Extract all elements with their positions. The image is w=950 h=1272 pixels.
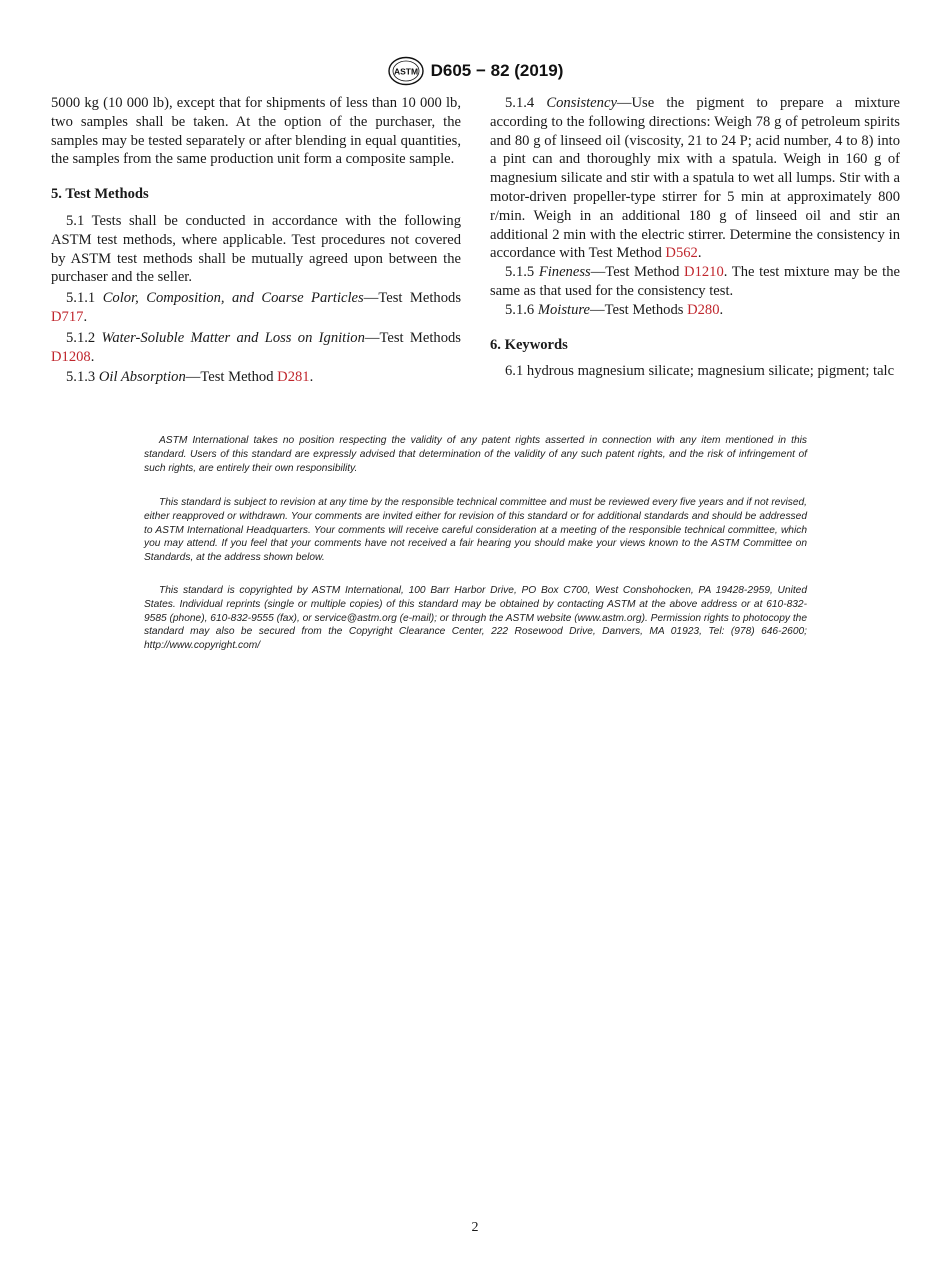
para-number: 5.1.1 bbox=[66, 290, 96, 307]
para-text: —Use the pigment to prepare a mixture according to the following directions: Weigh 78 g of petroleum spirits and 80 g of linseed oil (viscosity, 21 to 24 P; acid number, 4 to 8) into a pint can and thoroughly mix with a spatula. Weigh in 160 g of magnesium silicate and stir with a spatula to wet all lumps. Stir with a motor-driven propeller-type stirrer for 5 min at approximately 800 r/min. Weigh in an additional 180 g of linseed oil and stir an additional 2 min with the electric stirrer. Determine the consistency in accordance with Test Method bbox=[490, 95, 900, 262]
section-6-heading: 6. Keywords bbox=[490, 336, 568, 353]
para-number: 5.1.4 bbox=[505, 95, 535, 111]
paragraph-5-1-1: 5.1.1 Color, Composition, and Coarse Particles—Test Methods D717. bbox=[51, 290, 461, 325]
page-number: 2 bbox=[471, 1220, 479, 1235]
link-d562[interactable]: D562 bbox=[665, 245, 698, 262]
para-number: 5.1.6 bbox=[505, 301, 535, 318]
para-number: 5.1.5 bbox=[505, 264, 535, 281]
paragraph-6-1: 6.1 hydrous magnesium silicate; magnesium silicate; pigment; talc bbox=[505, 363, 895, 380]
para-title: Color, Composition, and Coarse Particles bbox=[102, 290, 364, 307]
para-title: Moisture bbox=[537, 301, 590, 318]
paragraph-5-1-3: 5.1.3 Oil Absorption—Test Method D281. bbox=[66, 369, 314, 386]
para-number: 5.1.2 bbox=[66, 329, 96, 346]
para-title: Water-Soluble Matter and Loss on Ignition bbox=[101, 329, 365, 346]
left-column bbox=[51, 94, 461, 387]
astm-logo-text: ASTM bbox=[393, 66, 418, 77]
para-text: —Test Method bbox=[185, 369, 278, 386]
para-title: Oil Absorption bbox=[98, 369, 186, 386]
para-text: —Test Methods bbox=[364, 329, 461, 346]
copyright-notice: This standard is copyrighted by ASTM International, 100 Barr Harbor Drive, PO Box C700, West Conshohocken, PA 19428-2959, United States. Individual reprints (single or multiple copies) of this standard may be obtained by contacting ASTM at the above address or at 610-832-9585 (phone), 610-832-9555 (fax), or service@astm.org (e-mail); or through the ASTM website (www.astm.org). Permission rights to photocopy the standard may also be secured from the Copyright Clearance Center, 222 Rosewood Drive, Danvers, MA 01923, Tel: (978) 646-2600; http://www.copyright.com/ bbox=[144, 585, 807, 652]
paragraph-5-1-2: 5.1.2 Water-Soluble Matter and Loss on Ignition—Test Methods D1208. bbox=[51, 329, 461, 365]
paragraph-5-1: 5.1 Tests shall be conducted in accordance with the following ASTM test methods, where applicable. Test procedures not covered by ASTM test methods shall be mutually agreed upon between the purchaser and the seller. bbox=[51, 212, 461, 286]
paragraph-5-1-5 bbox=[490, 263, 900, 301]
paragraph-5-1-6: 5.1.6 Moisture—Test Methods D280. bbox=[505, 301, 724, 318]
patent-notice: ASTM International takes no position respecting the validity of any patent rights asserted in connection with any item mentioned in this standard. Users of this standard are expressly advised that determination of the validity of any such patent rights, and the risk of infringement of such rights, are entirely their own responsibility. bbox=[144, 435, 807, 474]
standard-designation: D605 − 82 (2019) bbox=[430, 61, 564, 80]
right-column bbox=[490, 94, 900, 381]
para-text: —Test Methods bbox=[363, 290, 461, 307]
para-text: —Test Method bbox=[590, 264, 685, 281]
link-d1208[interactable]: D1208 bbox=[51, 348, 91, 365]
para-title: Fineness bbox=[538, 264, 591, 281]
paragraph-continued: 5000 kg (10 000 lb), except that for shipments of less than 10 000 lb, two samples shall be taken. At the option of the purchaser, the samples may be tested separately or after blending in equal quantities, the samples from the same production unit form a composite sample. bbox=[51, 95, 461, 168]
revision-notice: This standard is subject to revision at any time by the responsible technical committee and must be reviewed every five years and if not revised, either reapproved or withdrawn. Your comments are invited either for revision of this standard or for additional standards and should be addressed to ASTM International Headquarters. Your comments will receive careful consideration at a meeting of the responsible technical committee, which you may attend. If you feel that your comments have not received a fair hearing you should make your views known to the ASTM Committee on Standards, at the address shown below. bbox=[144, 497, 807, 564]
link-d717[interactable]: D717 bbox=[51, 308, 84, 325]
para-title: Consistency bbox=[546, 95, 617, 111]
para-number: 5.1.3 bbox=[66, 369, 96, 386]
para-text: —Test Methods bbox=[590, 301, 688, 318]
link-d280[interactable]: D280 bbox=[687, 301, 720, 318]
paragraph-5-1-4: 5.1.4 Consistency—Use the pigment to prepare a mixture according to the following directions: Weigh 78 g of petroleum spirits and 80 g of linseed oil (viscosity, 21 to 24 P; acid number, 4 to 8) into a pint can and thoroughly mix with a spatula. Weigh in 160 g of magnesium silicate and stir with a spatula to wet all lumps. Stir with a motor-driven propeller-type stirrer for 5 min at approximately 800 r/min. Weigh in an additional 180 g of linseed oil and stir an additional 2 min with the electric stirrer. Determine the consistency in accordance with Test Method D562. bbox=[490, 95, 900, 262]
astm-logo-icon bbox=[387, 56, 425, 86]
section-5-heading: 5. Test Methods bbox=[51, 186, 149, 203]
link-d281[interactable]: D281 bbox=[277, 369, 310, 386]
link-d1210[interactable]: D1210 bbox=[684, 264, 724, 281]
page-header bbox=[0, 56, 950, 86]
para-text-after: . The test mixture may be the same as that used for the consistency test. bbox=[490, 264, 900, 299]
